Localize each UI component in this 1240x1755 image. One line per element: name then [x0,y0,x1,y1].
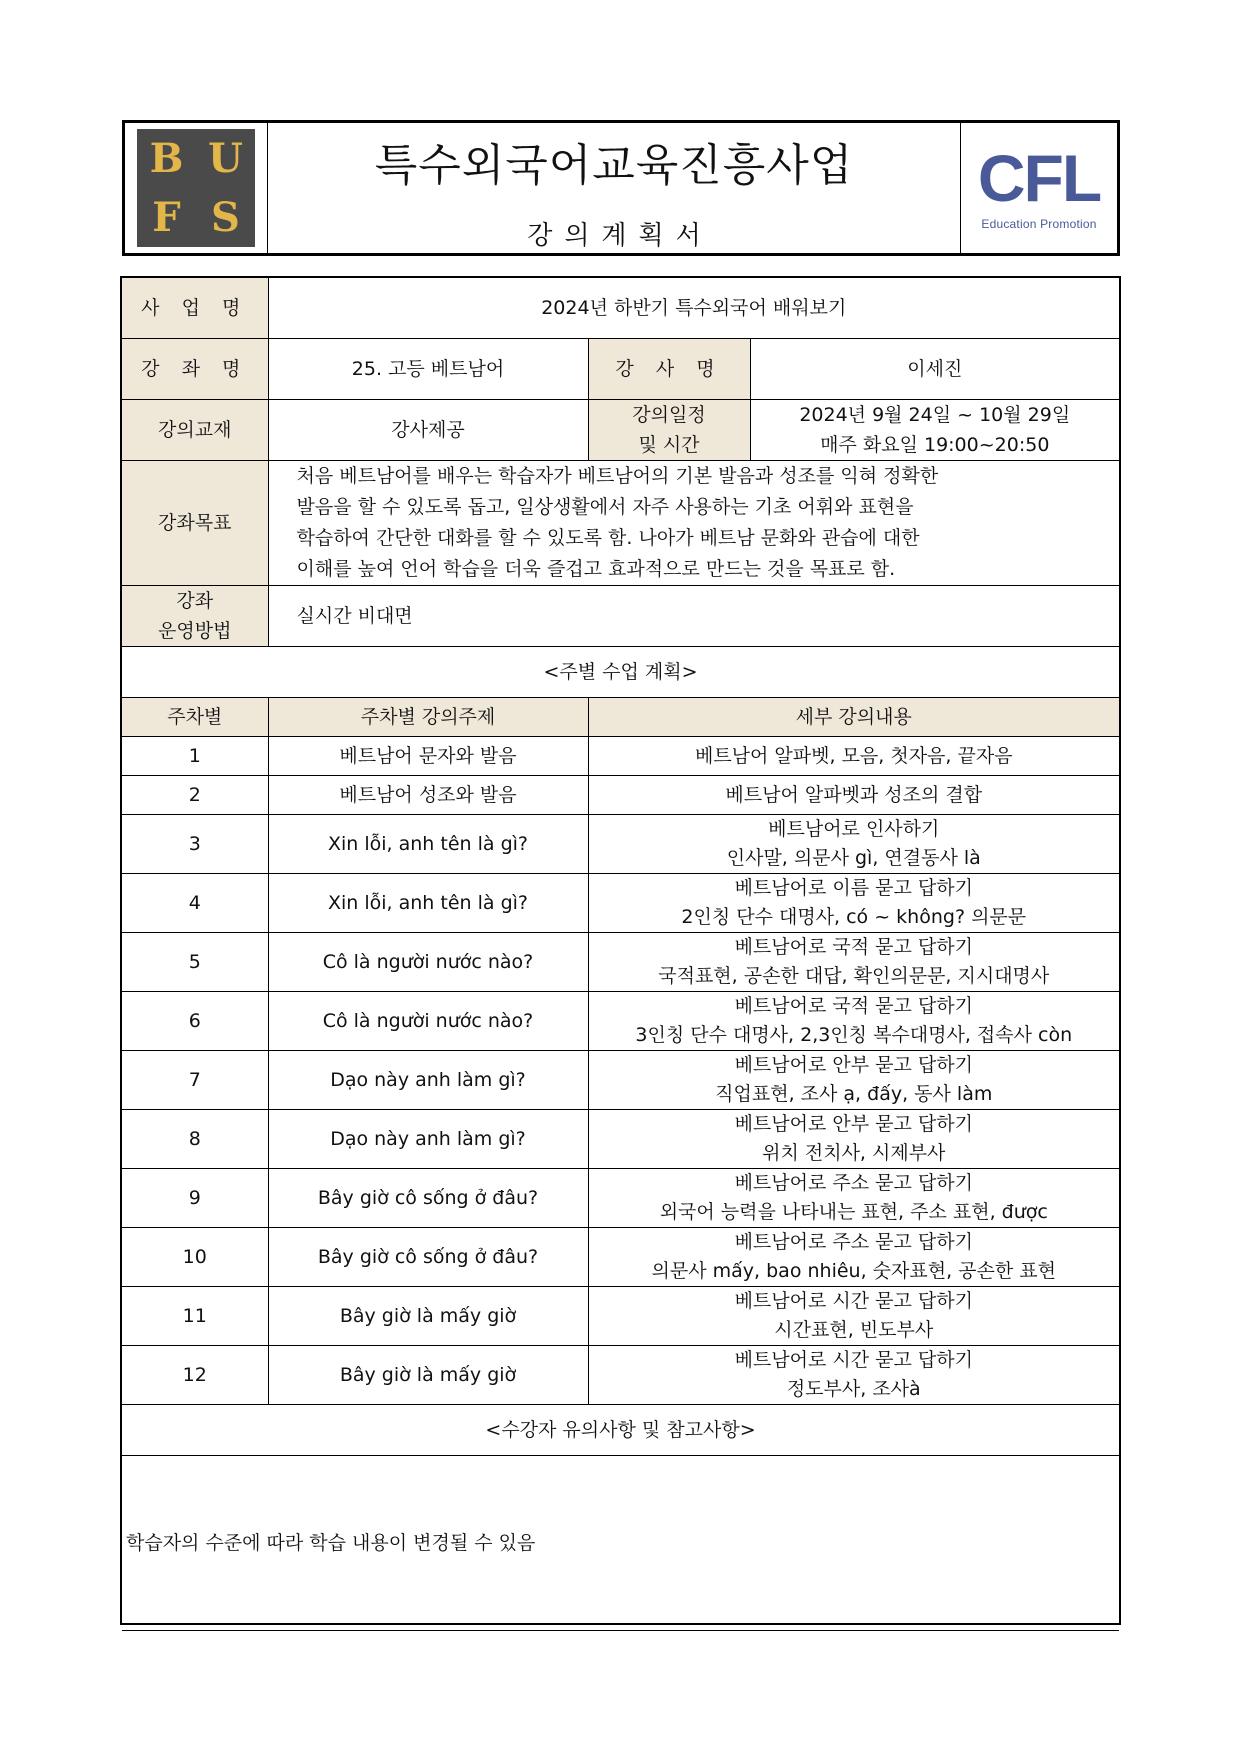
week-detail-line: 베트남어로 국적 묻고 답하기 [734,935,973,958]
week-topic: Cô là người nước nào? [268,932,588,991]
col-topic-header: 주차별 강의주제 [268,697,588,736]
course-label: 강 좌 명 [122,338,268,399]
week-number: 7 [122,1050,268,1109]
week-topic: Cô là người nước nào? [268,991,588,1050]
week-topic: Xin lỗi, anh tên là gì? [268,873,588,932]
week-detail [588,991,1119,1050]
week-detail-line: 위치 전치사, 시제부사 [762,1141,946,1164]
week-detail-line: 베트남어로 주소 묻고 답하기 [734,1230,973,1253]
table-row [122,1168,1119,1227]
info-row-project [122,278,1119,338]
document-subtitle: 강의계획서 [527,220,713,251]
instructor-label: 강 사 명 [588,338,750,399]
week-detail-line: 베트남어로 안부 묻고 답하기 [734,1053,973,1076]
week-topic: Dạo này anh làm gì? [268,1109,588,1168]
method-label [122,585,268,646]
week-detail-line: 국적표현, 공손한 대답, 확인의문문, 지시대명사 [658,964,1050,987]
week-topic: Bây giờ cô sống ở đâu? [268,1168,588,1227]
col-week-header: 주차별 [122,697,268,736]
goal-line: 처음 베트남어를 배우는 학습자가 베트남어의 기본 발음과 성조를 익혀 정확한 [296,464,939,487]
goal-label: 강좌목표 [122,460,268,585]
week-number: 11 [122,1286,268,1345]
col-detail-header: 세부 강의내용 [588,697,1119,736]
week-number: 10 [122,1227,268,1286]
table-row [122,1345,1119,1404]
week-number: 6 [122,991,268,1050]
notes-text: 학습자의 수준에 따라 학습 내용이 변경될 수 있음 [122,1455,1119,1630]
week-number: 12 [122,1345,268,1404]
week-number: 9 [122,1168,268,1227]
syllabus-table-frame [120,276,1121,1625]
table-row [122,1227,1119,1286]
week-detail [588,1168,1119,1227]
schedule-value [750,399,1119,460]
bufs-logo-letter: S [211,193,240,241]
weekly-section-row [122,646,1119,697]
instructor-value: 이세진 [750,338,1119,399]
week-topic: 베트남어 문자와 발음 [268,736,588,775]
cfl-logo-subtext: Education Promotion [981,217,1097,231]
week-number: 1 [122,736,268,775]
week-detail [588,873,1119,932]
syllabus-table [122,278,1119,1631]
schedule-label-line: 강의일정 [632,403,706,426]
notes-row [122,1455,1119,1630]
goal-value [268,460,1119,585]
project-label: 사 업 명 [122,278,268,338]
week-detail-line: 인사말, 의문사 gì, 연결동사 là [726,846,981,869]
header-title-cell [268,123,960,253]
weekly-header-row [122,697,1119,736]
week-number: 2 [122,775,268,814]
week-detail-line: 2인칭 단수 대명사, có ~ không? 의문문 [681,905,1027,928]
document-header [122,120,1120,256]
week-detail [588,1050,1119,1109]
weekly-section-title: <주별 수업 계획> [122,646,1119,697]
table-row [122,736,1119,775]
week-detail: 베트남어 알파벳과 성조의 결합 [588,775,1119,814]
week-topic: Bây giờ cô sống ở đâu? [268,1227,588,1286]
goal-line: 발음을 할 수 있도록 돕고, 일상생활에서 자주 사용하는 기초 어휘와 표현을 [296,495,914,518]
week-topic: Dạo này anh làm gì? [268,1050,588,1109]
week-detail [588,1345,1119,1404]
week-detail-line: 시간표현, 빈도부사 [774,1318,934,1341]
week-topic: 베트남어 성조와 발음 [268,775,588,814]
week-detail-line: 베트남어로 안부 묻고 답하기 [734,1112,973,1135]
header-left-cell [125,123,268,253]
week-detail [588,932,1119,991]
notes-section-title: <수강자 유의사항 및 참고사항> [122,1404,1119,1455]
week-detail-line: 베트남어로 주소 묻고 답하기 [734,1171,973,1194]
info-row-textbook [122,399,1119,460]
week-detail-line: 의문사 mấy, bao nhiêu, 숫자표현, 공손한 표현 [651,1259,1056,1282]
schedule-time: 매주 화요일 19:00~20:50 [820,433,1050,456]
bufs-logo-letter: B [149,134,184,182]
notes-section-row [122,1404,1119,1455]
week-number: 8 [122,1109,268,1168]
table-row [122,1286,1119,1345]
week-topic: Bây giờ là mấy giờ [268,1286,588,1345]
week-detail-line: 3인칭 단수 대명사, 2,3인칭 복수대명사, 접속사 còn [635,1023,1073,1046]
goal-line: 학습하여 간단한 대화를 할 수 있도록 함. 나아가 베트남 문화와 관습에 대한 [296,526,920,549]
schedule-label [588,399,750,460]
week-topic: Bây giờ là mấy giờ [268,1345,588,1404]
project-value: 2024년 하반기 특수외국어 배워보기 [268,278,1119,338]
method-value: 실시간 비대면 [268,585,1119,646]
schedule-dates: 2024년 9월 24일 ~ 10월 29일 [799,403,1071,426]
week-detail-line: 베트남어로 국적 묻고 답하기 [734,994,973,1017]
week-detail-line: 정도부사, 조사à [786,1377,921,1400]
table-row [122,814,1119,873]
week-detail [588,814,1119,873]
table-row [122,991,1119,1050]
week-number: 4 [122,873,268,932]
week-detail-line: 베트남어로 시간 묻고 답하기 [734,1289,973,1312]
document-title: 특수외국어교육진흥사업 [374,139,854,191]
bufs-logo [137,129,255,247]
table-row [122,873,1119,932]
header-right-cell [960,123,1117,253]
textbook-value: 강사제공 [268,399,588,460]
week-topic: Xin lỗi, anh tên là gì? [268,814,588,873]
info-row-method [122,585,1119,646]
table-row [122,1050,1119,1109]
week-detail-line: 외국어 능력을 나타내는 표현, 주소 표현, được [659,1200,1048,1223]
method-label-line: 강좌 [176,589,214,612]
method-label-line: 운영방법 [158,619,232,642]
table-row [122,932,1119,991]
goal-line: 이해를 높여 언어 학습을 더욱 즐겁고 효과적으로 만드는 것을 목표로 함. [296,557,896,580]
info-row-course [122,338,1119,399]
info-row-goal [122,460,1119,585]
cfl-logo-text: CFL [977,141,1101,215]
schedule-label-line: 및 시간 [638,433,700,456]
week-detail-line: 베트남어로 인사하기 [768,817,940,840]
week-detail [588,1286,1119,1345]
week-detail-line: 베트남어로 시간 묻고 답하기 [734,1348,973,1371]
bufs-logo-letter: U [208,134,243,182]
week-number: 3 [122,814,268,873]
week-detail [588,1109,1119,1168]
week-number: 5 [122,932,268,991]
week-detail-line: 베트남어로 이름 묻고 답하기 [734,876,973,899]
table-row [122,775,1119,814]
week-detail: 베트남어 알파벳, 모음, 첫자음, 끝자음 [588,736,1119,775]
table-row [122,1109,1119,1168]
week-detail-line: 직업표현, 조사 ạ, đấy, 동사 làm [715,1082,993,1105]
course-value: 25. 고등 베트남어 [268,338,588,399]
cfl-logo [977,141,1101,231]
week-detail [588,1227,1119,1286]
bufs-logo-letter: F [152,193,181,241]
textbook-label: 강의교재 [122,399,268,460]
